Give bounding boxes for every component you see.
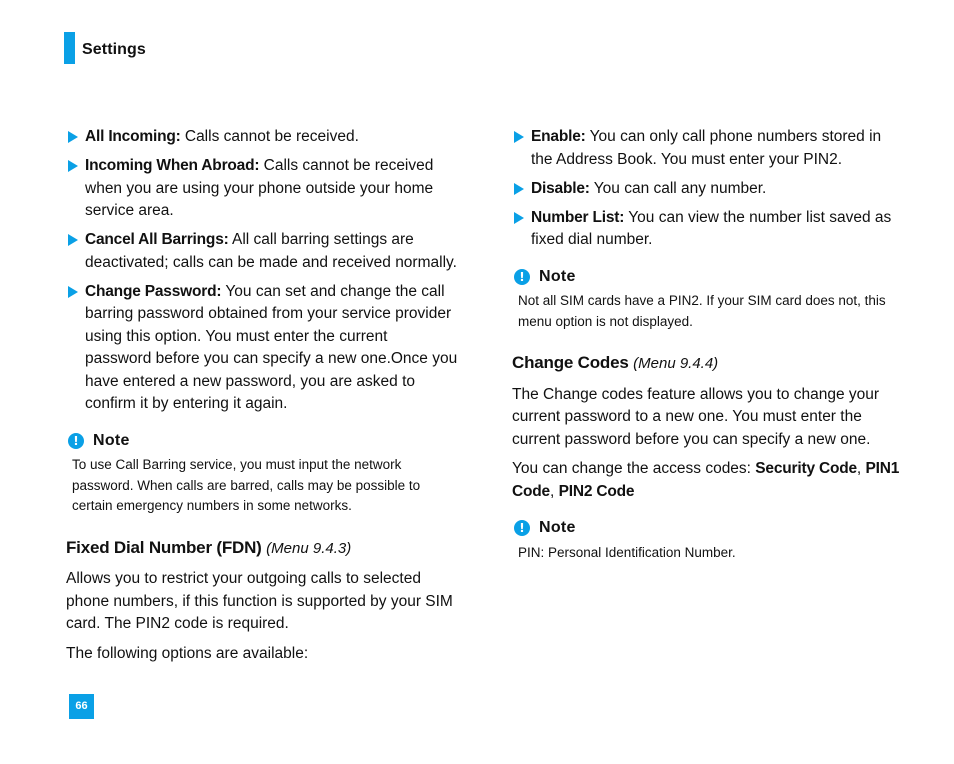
page-title: Settings — [82, 41, 146, 58]
paragraph: Allows you to restrict your outgoing calls to selected phone numbers, if this function is supported by your SIM card. The PIN2 code is required. — [66, 570, 453, 632]
section-heading-fdn — [66, 537, 458, 561]
note-box — [514, 517, 904, 563]
right-column — [512, 126, 904, 563]
exclamation-icon: ! — [514, 269, 530, 285]
list-item — [66, 126, 458, 149]
option-text: Calls cannot be received when you are using your phone outside your home service area. — [85, 157, 434, 219]
option-term: Incoming When Abroad: — [85, 157, 260, 174]
exclamation-icon: ! — [514, 520, 530, 536]
option-text: You can call any number. — [589, 179, 767, 197]
menu-reference: (Menu 9.4.3) — [266, 539, 352, 557]
list-item — [66, 229, 458, 274]
list-item — [512, 126, 904, 171]
note-text: PIN: Personal Identification Number. — [518, 544, 736, 560]
option-term: Number List: — [531, 208, 625, 226]
option-text: All call barring settings are deactivated; calls can be made and received normally. — [85, 231, 457, 271]
code-name: PIN2 Code — [558, 482, 635, 500]
section-title: Fixed Dial Number (FDN) — [66, 537, 267, 557]
note-header — [514, 517, 904, 540]
paragraph: The Change codes feature allows you to change your current password to a new one. You must enter the current password before you can specify a new one. — [512, 385, 880, 448]
option-text: You can set and change the call barring password obtained from your service provider using this option. You must enter the current password before you can specify a new one.Once you have entered a new password, you are asked to confirm it by entering it again. — [85, 282, 458, 412]
option-text: You can view the number list saved as fixed dial number. — [531, 208, 892, 248]
triangle-right-icon — [514, 131, 524, 143]
triangle-right-icon — [68, 286, 78, 298]
separator: , — [856, 460, 862, 477]
triangle-right-icon — [68, 234, 78, 246]
option-term: Change Password: — [85, 282, 222, 300]
option-term: All Incoming: — [85, 128, 181, 145]
note-title: Note — [93, 431, 130, 449]
list-item — [66, 281, 458, 416]
page-number: 66 — [69, 694, 94, 719]
triangle-right-icon — [514, 212, 524, 224]
section-title: Change Codes — [512, 353, 634, 372]
list-item — [66, 155, 458, 223]
option-text: You can only call phone numbers stored in the Address Book. You must enter your PIN2. — [531, 128, 882, 168]
option-term: Cancel All Barrings: — [85, 231, 229, 248]
code-name: Security Code — [755, 460, 857, 477]
note-box — [514, 266, 904, 333]
separator: , — [549, 482, 559, 500]
note-text: Not all SIM cards have a PIN2. If your SIM card does not, this menu option is not displayed. — [518, 293, 886, 329]
triangle-right-icon — [68, 131, 78, 143]
option-term: Enable: — [531, 128, 586, 145]
menu-reference: (Menu 9.4.4) — [633, 355, 719, 372]
section-heading-change-codes — [512, 352, 904, 376]
note-header — [514, 266, 904, 289]
list-item — [512, 207, 904, 252]
paragraph-text: You can change the access codes: — [512, 460, 756, 477]
exclamation-icon: ! — [68, 433, 84, 449]
paragraph-access-codes — [512, 458, 904, 503]
option-text: Calls cannot be received. — [180, 128, 359, 145]
note-box — [68, 430, 458, 517]
code-name: PIN1 Code — [512, 460, 900, 500]
header-accent-bar — [64, 32, 75, 64]
note-title: Note — [539, 519, 576, 536]
paragraph: The following options are available: — [66, 644, 309, 662]
note-title: Note — [539, 267, 576, 285]
triangle-right-icon — [514, 183, 524, 195]
list-item — [512, 178, 904, 201]
left-column — [66, 126, 458, 665]
note-text: To use Call Barring service, you must input the network password. When calls are barred, calls may be possible to certain emergency numbers in some networks. — [72, 457, 421, 513]
option-term: Disable: — [531, 179, 590, 197]
triangle-right-icon — [68, 160, 78, 172]
note-header — [68, 430, 458, 453]
